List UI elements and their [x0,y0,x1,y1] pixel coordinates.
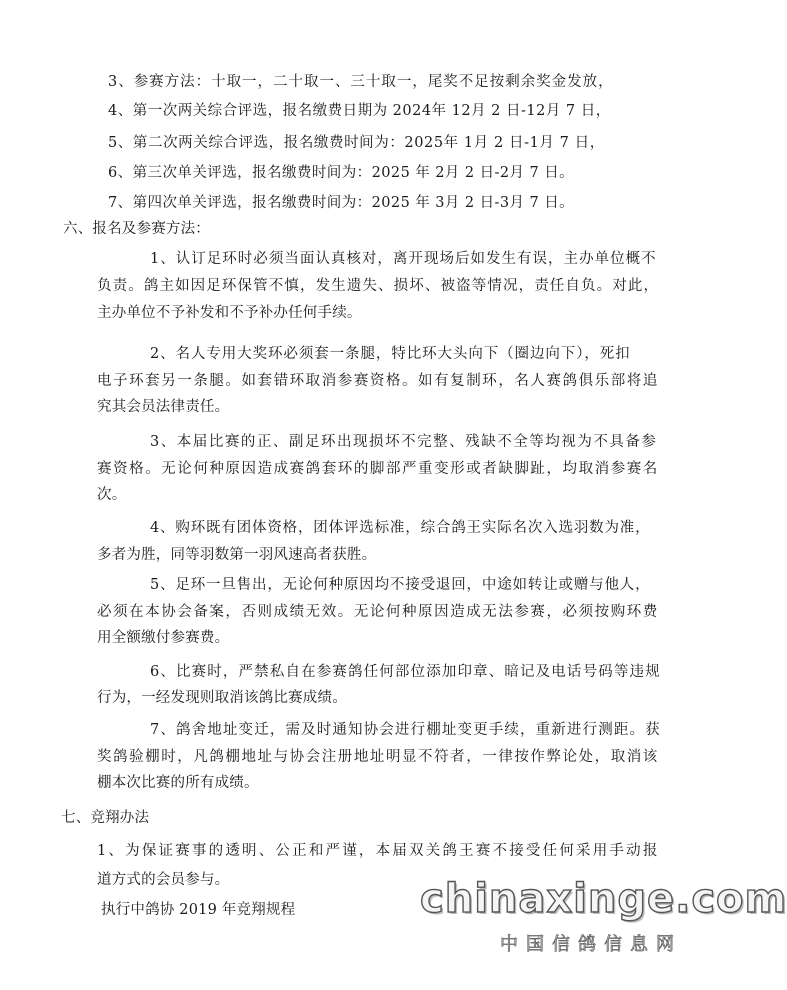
text-line: 赛资格。无论何种原因造成赛鸽套环的脚部严重变形或者缺脚趾，均取消参赛名 [97,461,659,477]
text-line: 3、本届比赛的正、副足环出现损坏不完整、残缺不全等均视为不具备参 [150,434,658,450]
text-line: 5、第二次两关综合评选，报名缴费时间为：2025年 1月 2 日-1月 7 日， [108,135,605,151]
text-line: 奖鸽验棚时，凡鸽棚地址与协会注册地址明显不符者，一律按作弊论处，取消该 [97,749,659,765]
text-line: 多者为胜，同等羽数第一羽风速高者获胜。 [97,547,377,563]
text-line: 主办单位不予补发和不予补办任何手续。 [97,305,362,321]
text-line: 七、竞翔办法 [61,810,150,826]
text-line: 究其会员法律责任。 [97,399,230,415]
watermark-name: 中国信鸽信息网 [500,934,682,955]
text-line: 电子环套另一条腿。如套错环取消参赛资格。如有复制环，名人赛鸽俱乐部将追 [97,373,659,389]
text-line: 执行中鸽协 2019 年竞翔规程 [101,902,296,918]
text-line: 7、第四次单关评选，报名缴费时间为：2025 年 3月 2 日-3月 7 日。 [108,195,575,211]
watermark-site: chinaxinge.com [420,876,787,922]
text-line: 1、认订足环时必须当面认真核对，离开现场后如发生有误，主办单位概不 [150,251,657,267]
text-line: 7、鸽舍地址变迁，需及时通知协会进行棚址变更手续，重新进行测距。获 [150,722,661,738]
text-line: 4、第一次两关综合评选，报名缴费日期为 2024年 12月 2 日-12月 7 日， [108,103,611,119]
text-line: 2、名人专用大奖环必须套一条腿，特比环大头向下（圈边向下），死扣 [150,346,631,362]
text-line: 次。 [97,487,127,503]
text-line: 3、参赛方法：十取一，二十取一、三十取一，尾奖不足按剩余奖金发放， [108,74,614,90]
text-line: 6、第三次单关评选，报名缴费时间为：2025 年 2月 2 日-2月 7 日。 [108,165,575,181]
text-line: 负责。鸽主如因足环保管不慎，发生遗失、损坏、被盗等情况，责任自负。对此， [97,278,660,294]
text-line: 用全额缴付参赛费。 [97,630,230,646]
text-line: 棚本次比赛的所有成绩。 [97,775,259,791]
text-line: 5、足环一旦售出，无论何种原因均不接受退回，中途如转让或赠与他人， [150,577,651,593]
text-line: 行为，一经发现则取消该鸽比赛成绩。 [97,690,347,706]
text-line: 1、为保证赛事的透明、公正和严谨，本届双关鸽王赛不接受任何采用手动报 [97,843,660,859]
text-line: 4、购环既有团体资格，团体评选标准，综合鸽王实际名次入选羽数为准， [150,520,651,536]
text-line: 道方式的会员参与。 [97,872,230,888]
text-line: 必须在本协会备案，否则成绩无效。无论何种原因造成无法参赛，必须按购环费 [97,604,659,620]
text-line: 六、报名及参赛方法： [63,221,210,237]
text-line: 6、比赛时，严禁私自在参赛鸽任何部位添加印章、暗记及电话号码等违规 [150,664,661,680]
